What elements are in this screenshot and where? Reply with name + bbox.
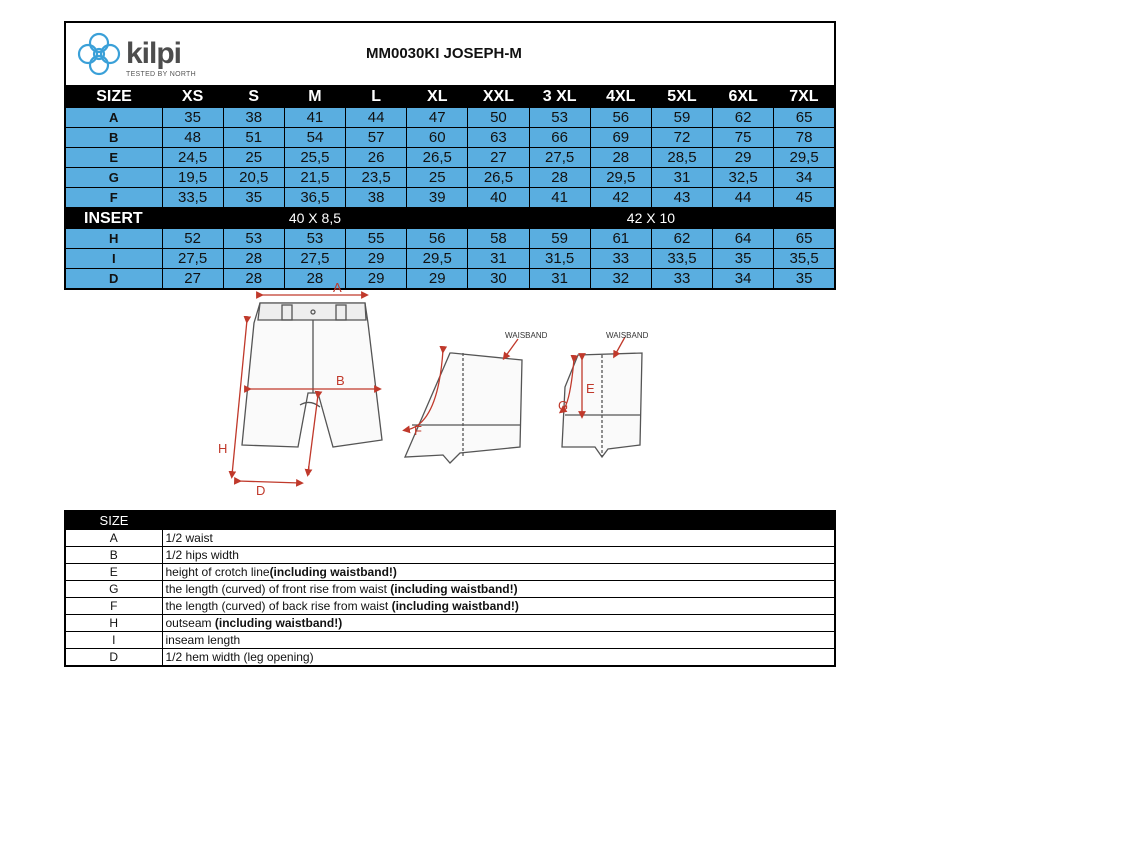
- legend-text: 1/2 hips width: [165, 548, 239, 562]
- knot-icon: [74, 29, 124, 79]
- measurement-value: 59: [529, 229, 590, 249]
- measurement-value: 38: [223, 108, 284, 128]
- measurement-value: 72: [651, 128, 712, 148]
- measurement-value: 40: [468, 188, 529, 208]
- measurement-value: 27: [468, 148, 529, 168]
- measurement-value: 31,5: [529, 249, 590, 269]
- legend-text: outseam: [165, 616, 215, 630]
- brand-logo: [74, 29, 204, 81]
- measurement-legend: [64, 510, 836, 667]
- legend-code: E: [65, 564, 162, 581]
- measurement-value: 30: [468, 269, 529, 290]
- measurement-value: 29: [713, 148, 774, 168]
- measurement-value: 38: [346, 188, 407, 208]
- label-d: D: [256, 483, 266, 498]
- size-chart-sheet: [64, 21, 836, 290]
- label-a: A: [333, 280, 342, 295]
- measurement-value: 34: [774, 168, 835, 188]
- measurement-value: 27,5: [284, 249, 345, 269]
- label-f: F: [414, 423, 422, 438]
- measurement-value: 25,5: [284, 148, 345, 168]
- measurement-value: 29,5: [774, 148, 835, 168]
- measurement-value: 66: [529, 128, 590, 148]
- measurement-value: 61: [590, 229, 651, 249]
- measurement-value: 65: [774, 108, 835, 128]
- measurement-value: 53: [284, 229, 345, 249]
- measurement-value: 54: [284, 128, 345, 148]
- legend-row: [65, 581, 835, 598]
- chart-header: [64, 21, 836, 85]
- measurement-value: 34: [713, 269, 774, 290]
- legend-row: [65, 632, 835, 649]
- measurement-value: 69: [590, 128, 651, 148]
- legend-row: [65, 547, 835, 564]
- size-column-header: 6XL: [713, 85, 774, 108]
- measurement-row: [65, 229, 835, 249]
- measurement-value: 31: [529, 269, 590, 290]
- measurement-value: 29,5: [407, 249, 468, 269]
- shorts-front-side-drawing: [562, 353, 642, 457]
- legend-code: G: [65, 581, 162, 598]
- size-table: [64, 85, 836, 290]
- measurement-code: F: [65, 188, 162, 208]
- waistband-label-1: WAISBAND: [505, 331, 548, 340]
- size-column-header: XXL: [468, 85, 529, 108]
- measurement-value: 44: [346, 108, 407, 128]
- measurement-value: 32,5: [713, 168, 774, 188]
- measurement-code: H: [65, 229, 162, 249]
- measurement-value: 43: [651, 188, 712, 208]
- measurement-row: [65, 168, 835, 188]
- measurement-value: 78: [774, 128, 835, 148]
- legend-text: the length (curved) of back rise from waist: [165, 599, 392, 613]
- legend-text: height of crotch line: [165, 565, 270, 579]
- size-header-row: [65, 85, 835, 108]
- size-header-label: SIZE: [65, 85, 162, 108]
- measurement-value: 28: [223, 249, 284, 269]
- measurement-value: 41: [284, 108, 345, 128]
- legend-code: I: [65, 632, 162, 649]
- size-column-header: 7XL: [774, 85, 835, 108]
- measurement-value: 26: [346, 148, 407, 168]
- measurement-value: 29,5: [590, 168, 651, 188]
- legend-row: [65, 615, 835, 632]
- measurement-value: 20,5: [223, 168, 284, 188]
- insert-label: INSERT: [65, 208, 162, 229]
- legend-emphasis: (including waistband!): [269, 565, 397, 579]
- label-g: G: [558, 398, 569, 413]
- insert-row: [65, 208, 835, 229]
- measurement-value: 23,5: [346, 168, 407, 188]
- size-column-header: 5XL: [651, 85, 712, 108]
- measurement-value: 28: [529, 168, 590, 188]
- measurement-row: [65, 108, 835, 128]
- measurement-value: 26,5: [407, 148, 468, 168]
- measurement-value: 28,5: [651, 148, 712, 168]
- legend-row: [65, 598, 835, 615]
- insert-large: 42 X 10: [468, 208, 835, 229]
- size-column-header: 4XL: [590, 85, 651, 108]
- measurement-value: 51: [223, 128, 284, 148]
- measurement-code: B: [65, 128, 162, 148]
- size-column-header: XL: [407, 85, 468, 108]
- label-e: E: [586, 381, 595, 396]
- measurement-code: G: [65, 168, 162, 188]
- legend-emphasis: (including waistband!): [390, 582, 518, 596]
- legend-emphasis: (including waistband!): [214, 616, 343, 630]
- measurement-value: 29: [346, 249, 407, 269]
- measurement-value: 35,5: [774, 249, 835, 269]
- measurement-value: 48: [162, 128, 223, 148]
- measurement-value: 27,5: [529, 148, 590, 168]
- measurement-value: 31: [468, 249, 529, 269]
- legend-text: inseam length: [165, 633, 241, 647]
- measurement-value: 52: [162, 229, 223, 249]
- measurement-value: 33: [590, 249, 651, 269]
- measurement-value: 62: [713, 108, 774, 128]
- measurement-value: 24,5: [162, 148, 223, 168]
- legend-row: [65, 649, 835, 667]
- measurement-value: 53: [529, 108, 590, 128]
- size-column-header: 3 XL: [529, 85, 590, 108]
- measurement-value: 47: [407, 108, 468, 128]
- measurement-value: 29: [407, 269, 468, 290]
- measurement-value: 63: [468, 128, 529, 148]
- measurement-value: 55: [346, 229, 407, 249]
- measurement-value: 27,5: [162, 249, 223, 269]
- legend-emphasis: (including waistband!): [391, 599, 519, 613]
- size-column-header: M: [284, 85, 345, 108]
- measurement-value: 33: [651, 269, 712, 290]
- measurement-value: 28: [223, 269, 284, 290]
- measurement-value: 56: [407, 229, 468, 249]
- legend-description: [162, 581, 835, 598]
- legend-text: 1/2 waist: [165, 531, 213, 545]
- measurement-code: D: [65, 269, 162, 290]
- measurement-value: 56: [590, 108, 651, 128]
- measurement-value: 64: [713, 229, 774, 249]
- legend-code: D: [65, 649, 162, 667]
- measurement-value: 44: [713, 188, 774, 208]
- measurement-value: 33,5: [651, 249, 712, 269]
- measurement-value: 39: [407, 188, 468, 208]
- measurement-code: I: [65, 249, 162, 269]
- measurement-value: 35: [774, 269, 835, 290]
- label-i: I: [307, 463, 311, 478]
- legend-description: [162, 564, 835, 581]
- measurement-row: [65, 128, 835, 148]
- legend-description: [162, 632, 835, 649]
- size-column-header: S: [223, 85, 284, 108]
- legend-header: SIZE: [65, 511, 162, 530]
- measurement-value: 53: [223, 229, 284, 249]
- measurement-row: [65, 148, 835, 168]
- label-h: H: [218, 441, 228, 456]
- brand-tagline: TESTED BY NORTH: [126, 71, 196, 78]
- measurement-value: 45: [774, 188, 835, 208]
- measurement-value: 33,5: [162, 188, 223, 208]
- legend-description: [162, 598, 835, 615]
- measurement-value: 28: [590, 148, 651, 168]
- legend-code: A: [65, 530, 162, 547]
- shorts-front-drawing: [242, 303, 382, 447]
- measurement-value: 58: [468, 229, 529, 249]
- legend-code: B: [65, 547, 162, 564]
- waistband-label-2: WAISBAND: [606, 331, 649, 340]
- measurement-code: A: [65, 108, 162, 128]
- measurement-value: 25: [223, 148, 284, 168]
- insert-small: 40 X 8,5: [162, 208, 468, 229]
- legend-description: [162, 615, 835, 632]
- measurement-value: 31: [651, 168, 712, 188]
- measurement-value: 57: [346, 128, 407, 148]
- measurement-value: 36,5: [284, 188, 345, 208]
- legend-row: [65, 564, 835, 581]
- legend-description: [162, 649, 835, 667]
- size-column-header: XS: [162, 85, 223, 108]
- brand-name: kilpi: [126, 37, 182, 70]
- legend-description: [162, 530, 835, 547]
- measurement-value: 35: [162, 108, 223, 128]
- measurement-value: 62: [651, 229, 712, 249]
- legend-code: H: [65, 615, 162, 632]
- measurement-value: 35: [713, 249, 774, 269]
- measurement-value: 27: [162, 269, 223, 290]
- measurement-value: 19,5: [162, 168, 223, 188]
- measurement-row: [65, 188, 835, 208]
- measurement-value: 60: [407, 128, 468, 148]
- measurement-value: 32: [590, 269, 651, 290]
- legend-text: the length (curved) of front rise from waist: [165, 582, 391, 596]
- measurement-value: 21,5: [284, 168, 345, 188]
- measurement-value: 59: [651, 108, 712, 128]
- measurement-row: [65, 249, 835, 269]
- measurement-value: 35: [223, 188, 284, 208]
- measurement-value: 75: [713, 128, 774, 148]
- measurement-code: E: [65, 148, 162, 168]
- measurement-value: 65: [774, 229, 835, 249]
- shorts-diagram: [150, 275, 670, 498]
- legend-description: [162, 547, 835, 564]
- shorts-back-side-drawing: [405, 353, 522, 463]
- legend-text: 1/2 hem width (leg opening): [165, 650, 314, 664]
- measurement-value: 42: [590, 188, 651, 208]
- size-column-header: L: [346, 85, 407, 108]
- measurement-value: 25: [407, 168, 468, 188]
- label-b: B: [336, 373, 345, 388]
- measurement-value: 29: [346, 269, 407, 290]
- product-title: MM0030KI JOSEPH-M: [366, 45, 522, 62]
- measurement-value: 41: [529, 188, 590, 208]
- measurement-value: 28: [284, 269, 345, 290]
- measurement-value: 26,5: [468, 168, 529, 188]
- measurement-value: 50: [468, 108, 529, 128]
- legend-code: F: [65, 598, 162, 615]
- legend-row: [65, 530, 835, 547]
